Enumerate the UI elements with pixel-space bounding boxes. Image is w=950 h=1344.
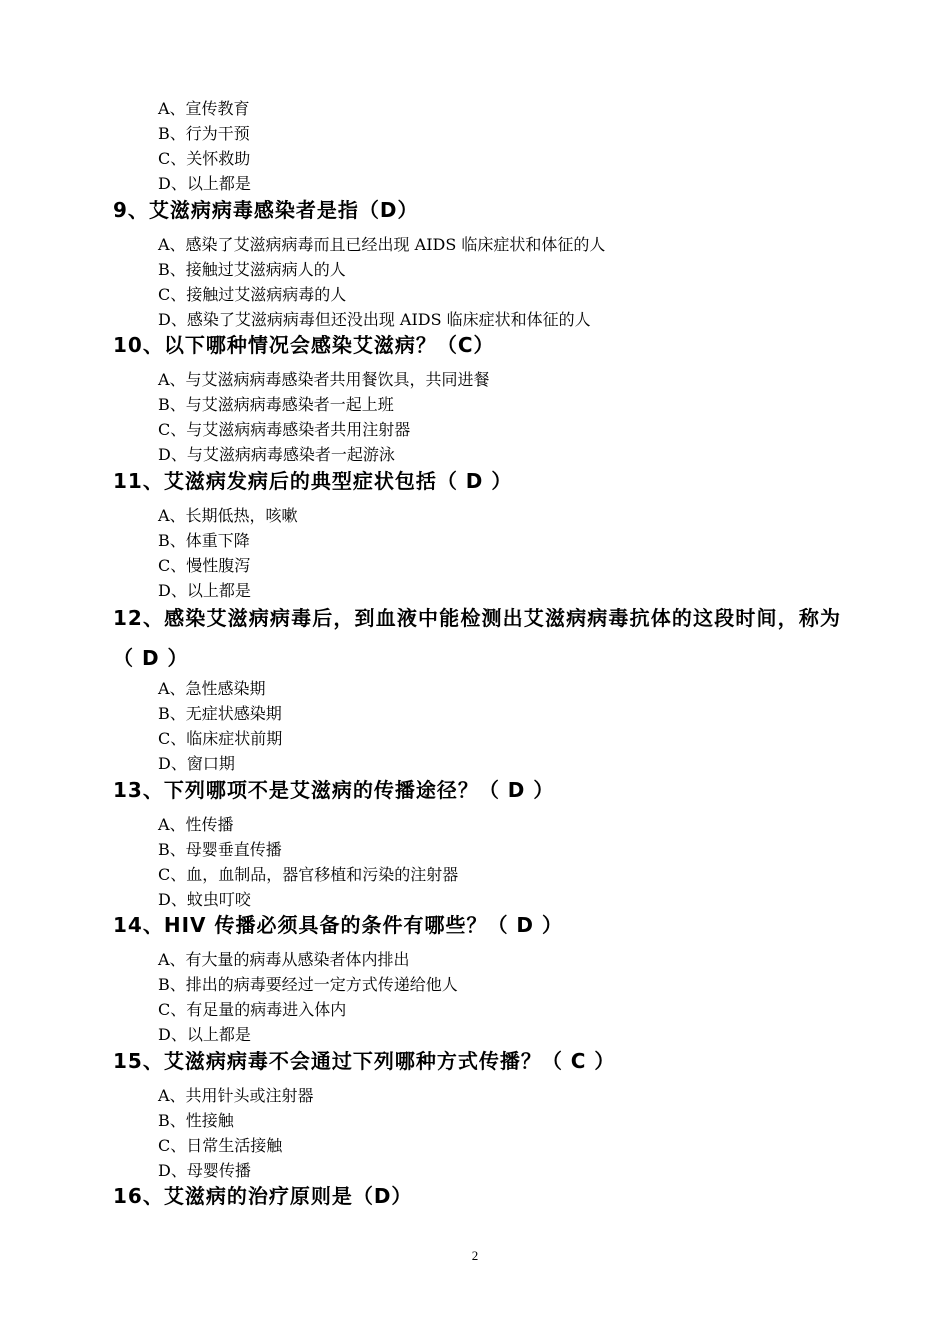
question-10-option-c: C、与艾滋病病毒感染者共用注射器 (158, 420, 411, 439)
question-13-option-d: D、蚊虫叮咬 (158, 890, 251, 909)
question-15-option-c: C、日常生活接触 (158, 1136, 283, 1155)
question-9-option-d: D、感染了艾滋病病毒但还没出现 AIDS 临床症状和体征的人 (158, 310, 591, 329)
question-15-option-a: A、共用针头或注射器 (158, 1086, 314, 1105)
question-10-option-b: B、与艾滋病病毒感染者一起上班 (158, 395, 394, 414)
question-12: 12、感染艾滋病病毒后，到血液中能检测出艾滋病病毒抗体的这段时间，称为（ D ） (113, 606, 841, 670)
prev-option-d: D、以上都是 (158, 174, 251, 193)
question-11-option-b: B、体重下降 (158, 531, 250, 550)
question-15-option-b: B、性接触 (158, 1111, 234, 1130)
prev-option-a: A、宣传教育 (158, 99, 250, 118)
question-10: 10、以下哪种情况会感染艾滋病？（C） (113, 333, 495, 357)
page-number: 2 (471, 1248, 479, 1263)
question-12-option-c: C、临床症状前期 (158, 729, 283, 748)
question-15-option-d: D、母婴传播 (158, 1161, 251, 1180)
question-9-option-b: B、接触过艾滋病病人的人 (158, 260, 346, 279)
question-14: 14、HIV 传播必须具备的条件有哪些？（ D ） (113, 913, 563, 937)
question-9: 9、艾滋病病毒感染者是指（D） (113, 198, 419, 222)
prev-option-b: B、行为干预 (158, 124, 250, 143)
question-11: 11、艾滋病发病后的典型症状包括（ D ） (113, 469, 513, 493)
question-14-option-c: C、有足量的病毒进入体内 (158, 1000, 347, 1019)
question-13-option-c: C、血，血制品，器官移植和污染的注射器 (158, 865, 459, 884)
question-10-option-d: D、与艾滋病病毒感染者一起游泳 (158, 445, 395, 464)
question-12-option-b: B、无症状感染期 (158, 704, 282, 723)
question-11-option-c: C、慢性腹泻 (158, 556, 251, 575)
question-13-option-b: B、母婴垂直传播 (158, 840, 282, 859)
question-13: 13、下列哪项不是艾滋病的传播途径？（ D ） (113, 778, 555, 802)
question-12-option-d: D、窗口期 (158, 754, 235, 773)
question-9-option-a: A、感染了艾滋病病毒而且已经出现 AIDS 临床症状和体征的人 (158, 235, 606, 254)
question-15: 15、艾滋病病毒不会通过下列哪种方式传播？（ C ） (113, 1049, 616, 1073)
question-11-option-a: A、长期低热，咳嗽 (158, 506, 298, 525)
prev-option-c: C、关怀救助 (158, 149, 251, 168)
question-13-option-a: A、性传播 (158, 815, 234, 834)
question-14-option-d: D、以上都是 (158, 1025, 251, 1044)
question-10-option-a: A、与艾滋病病毒感染者共用餐饮具，共同进餐 (158, 370, 490, 389)
question-14-option-b: B、排出的病毒要经过一定方式传递给他人 (158, 975, 458, 994)
question-14-option-a: A、有大量的病毒从感染者体内排出 (158, 950, 410, 969)
question-12-option-a: A、急性感染期 (158, 679, 266, 698)
question-11-option-d: D、以上都是 (158, 581, 251, 600)
question-16: 16、艾滋病的治疗原则是（D） (113, 1184, 413, 1208)
question-9-option-c: C、接触过艾滋病病毒的人 (158, 285, 347, 304)
